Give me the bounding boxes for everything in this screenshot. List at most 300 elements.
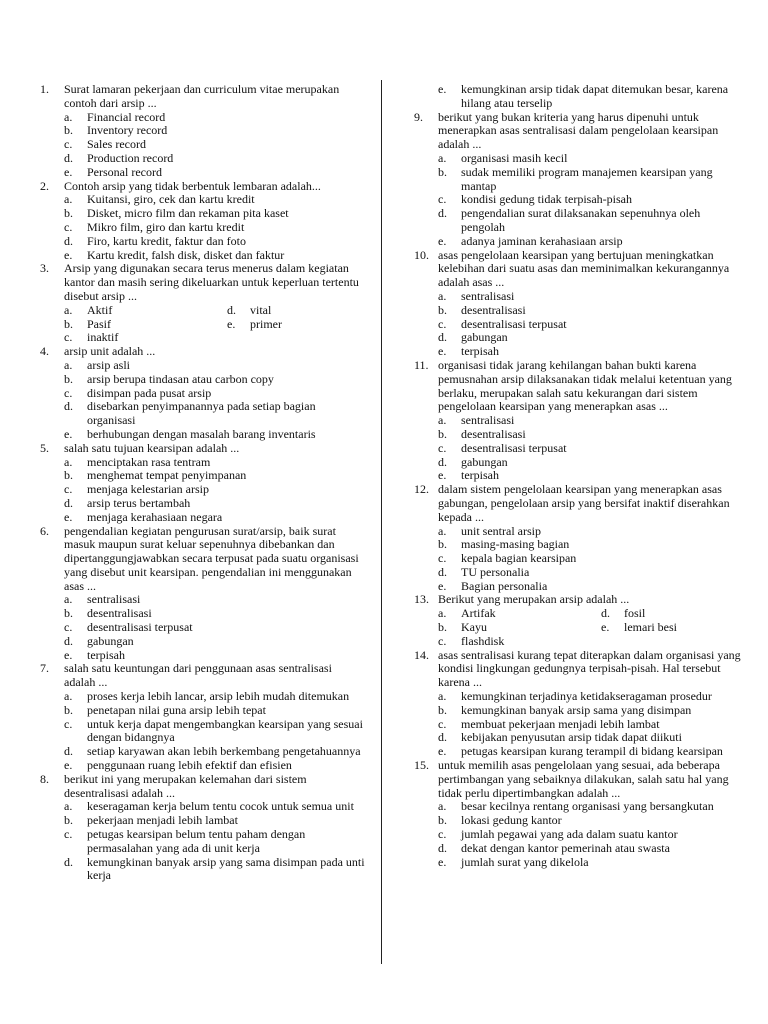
option-text: TU personalia [461, 564, 530, 579]
option [227, 304, 271, 318]
question-block [40, 662, 365, 772]
option [64, 331, 227, 345]
option-letter: d. [64, 150, 73, 165]
question-block [414, 249, 744, 359]
option-letter: c. [438, 633, 447, 648]
question-block [40, 442, 365, 525]
option [64, 814, 365, 828]
option [438, 731, 744, 745]
option-text: gabungan [87, 633, 134, 648]
option-list [414, 152, 744, 249]
option-letter: b. [64, 316, 73, 331]
option [64, 138, 365, 152]
option-text: gabungan [461, 454, 508, 469]
option-letter: a. [438, 413, 447, 428]
option [64, 607, 365, 621]
continued-option [414, 83, 744, 111]
option [64, 221, 365, 235]
option [64, 483, 365, 497]
question-number: 10. [414, 247, 429, 262]
option [438, 635, 601, 649]
option-row [64, 304, 365, 318]
option-list [414, 690, 744, 759]
option [438, 166, 744, 194]
option-text: masing-masing bagian [461, 537, 570, 552]
question-text: arsip unit adalah ... [64, 344, 156, 359]
question-text: dalam sistem pengelolaan kearsipan yang menerapkan asas gabungan, pengelolaan arsip yang bersifat inaktif diserahkan kepada ... [438, 482, 730, 524]
question-block [40, 345, 365, 442]
option-text: Aktif [87, 302, 113, 317]
question-text: pengendalian kegiatan pengurusan surat/arsip, baik surat masuk maupun surat keluar sepenuhnya dibebankan dan dipertanggungjawabkan secara terpusat pada suatu organisasi yang disebut unit kearsipan. pengendalian ini menggunakan asas ... [64, 523, 359, 593]
option-letter: e. [64, 647, 73, 662]
option-text: membuat pekerjaan menjadi lebih lambat [461, 716, 660, 731]
option [64, 745, 365, 759]
option-list [40, 193, 365, 262]
question-number: 3. [40, 261, 49, 276]
question-block [40, 525, 365, 663]
option [438, 318, 744, 332]
option [64, 511, 365, 525]
option [438, 704, 744, 718]
option-list [414, 800, 744, 869]
option-text: Mikro film, giro dan kartu kredit [87, 219, 245, 234]
question-text: berikut yang bukan kriteria yang harus dipenuhi untuk menerapkan asas sentralisasi dalam pengelolaan kearsipan adalah ... [438, 109, 719, 152]
question-block [414, 359, 744, 483]
option [64, 235, 365, 249]
option [438, 566, 744, 580]
option-text: disebarkan penyimpanannya pada setiap bagian organisasi [87, 399, 316, 428]
option-text: arsip terus bertambah [87, 495, 191, 510]
question-text: untuk memilih asas pengelolaan yang sesuai, ada beberapa pertimbangan yang sebaiknya dilakukan, salah satu hal yang tidak perlu dipertimbangkan adalah ... [438, 758, 729, 800]
option-letter: b. [64, 702, 73, 717]
option [64, 593, 365, 607]
option [64, 621, 365, 635]
option-letter: c. [64, 716, 73, 731]
question-number: 8. [40, 771, 49, 786]
option-letter: e. [64, 164, 73, 179]
option-text: terpisah [461, 468, 499, 483]
option-letter: a. [64, 109, 73, 124]
option-letter: d. [601, 606, 610, 621]
option-letter: b. [438, 164, 447, 179]
option [64, 718, 365, 746]
option [438, 621, 601, 635]
option-text: sentralisasi [461, 288, 515, 303]
option-list [40, 304, 365, 345]
question-block [40, 180, 365, 263]
option-letter: b. [438, 702, 447, 717]
option-letter: c. [438, 716, 447, 731]
option-letter: b. [64, 206, 73, 221]
option [64, 400, 365, 428]
option [438, 414, 744, 428]
option-letter: c. [438, 316, 447, 331]
option-text: setiap karyawan akan lebih berkembang pengetahuannya [87, 744, 361, 759]
option-text: desentralisasi terpusat [461, 316, 567, 331]
question-number: 13. [414, 592, 429, 607]
option-text: lokasi gedung kantor [461, 813, 562, 828]
option-text: disimpan pada pusat arsip [87, 385, 212, 400]
option-list [40, 593, 365, 662]
option-letter: a. [64, 302, 73, 317]
option [64, 800, 365, 814]
option-text: penggunaan ruang lebih efektif dan efisien [87, 758, 292, 773]
option-letter: b. [64, 123, 73, 138]
option-text: gabungan [461, 330, 508, 345]
option-text: unit sentral arsip [461, 523, 541, 538]
option-list [414, 290, 744, 359]
question [414, 359, 744, 414]
option-text: Kartu kredit, falsh disk, disket dan faktur [87, 247, 285, 262]
option-letter: c. [64, 137, 73, 152]
option [438, 800, 744, 814]
option-letter: d. [438, 206, 447, 221]
option-letter: a. [438, 523, 447, 538]
option-letter: b. [438, 426, 447, 441]
option [601, 607, 645, 621]
question-number: 2. [40, 178, 49, 193]
option-text: Artifak [461, 606, 496, 621]
option-letter: e. [438, 233, 447, 248]
option-letter: d. [438, 330, 447, 345]
option-text: Kayu [461, 620, 487, 635]
option-letter: c. [438, 827, 447, 842]
option [64, 456, 365, 470]
option-letter: a. [438, 150, 447, 165]
option-letter: c. [64, 219, 73, 234]
option-text: proses kerja lebih lancar, arsip lebih mudah ditemukan [87, 689, 350, 704]
option-letter: b. [438, 620, 447, 635]
option-text: jumlah pegawai yang ada dalam suatu kantor [461, 827, 678, 842]
question-text: salah satu tujuan kearsipan adalah ... [64, 440, 240, 455]
option-text: flashdisk [461, 633, 505, 648]
question [414, 593, 744, 607]
option-letter: d. [64, 744, 73, 759]
option [438, 538, 744, 552]
option-letter: a. [64, 592, 73, 607]
option-text: vital [250, 302, 272, 317]
option-text: Kuitansi, giro, cek dan kartu kredit [87, 192, 255, 207]
option-letter: e. [438, 744, 447, 759]
question-number: 12. [414, 482, 429, 497]
option-text: kepala bagian kearsipan [461, 551, 577, 566]
option-letter: e. [438, 82, 447, 96]
option-letter: a. [64, 689, 73, 704]
option [438, 152, 744, 166]
option [64, 469, 365, 483]
question-text: organisasi tidak jarang kehilangan bahan bukti karena pemusnahan arsip dilaksanakan tidak melalui ketentuan yang berlaku, merupakan salah satu kekurangan dari sistem pengelolaan kearsipan yang menerapkan asas ... [438, 357, 732, 414]
option-text: menjaga kerahasiaan negara [87, 509, 223, 524]
question-number: 4. [40, 344, 49, 359]
option-text: adanya jaminan kerahasiaan arsip [461, 233, 623, 248]
question-number: 15. [414, 758, 429, 773]
question-number: 5. [40, 440, 49, 455]
option [438, 607, 601, 621]
option-row [438, 607, 744, 621]
option-text: Bagian personalia [461, 578, 548, 593]
option-text: sentralisasi [461, 413, 515, 428]
option [438, 456, 744, 470]
option-list [40, 456, 365, 525]
option-letter: a. [64, 799, 73, 814]
option-letter: e. [64, 426, 73, 441]
option-letter: d. [64, 399, 73, 414]
option-text: pekerjaan menjadi lebih lambat [87, 813, 238, 828]
option-list [414, 607, 744, 648]
option-text: menciptakan rasa tentram [87, 454, 211, 469]
option-letter: d. [64, 233, 73, 248]
option-text: menjaga kelestarian arsip [87, 482, 209, 497]
option [64, 359, 365, 373]
option [64, 828, 365, 856]
option [438, 304, 744, 318]
question-block [414, 111, 744, 249]
question-text: salah satu keuntungan dari penggunaan asas sentralisasi adalah ... [64, 661, 332, 690]
question [40, 180, 365, 194]
option-letter: d. [438, 840, 447, 855]
option [438, 525, 744, 539]
option-letter: b. [64, 371, 73, 386]
option-list [40, 359, 365, 442]
option-text: lemari besi [624, 620, 677, 635]
option-letter: e. [438, 578, 447, 593]
option [64, 193, 365, 207]
option-letter: a. [438, 799, 447, 814]
option-row [64, 318, 365, 332]
option-text: penetapan nilai guna arsip lebih tepat [87, 702, 266, 717]
option-text: desentralisasi [87, 606, 152, 621]
option-letter: d. [227, 302, 236, 317]
option-text: kebijakan penyusutan arsip tidak dapat diikuti [461, 730, 682, 745]
option [438, 207, 744, 235]
option [64, 207, 365, 221]
option-text: kondisi gedung tidak terpisah-pisah [461, 192, 632, 207]
option [64, 152, 365, 166]
option-text: berhubungan dengan masalah barang inventaris [87, 426, 316, 441]
option-text: jumlah surat yang dikelola [461, 854, 589, 869]
question-block [40, 83, 365, 180]
question-number: 6. [40, 523, 49, 538]
option-text: Personal record [87, 164, 162, 179]
option [64, 249, 365, 263]
option-text: menghemat tempat penyimpanan [87, 468, 247, 483]
question [414, 483, 744, 524]
option-letter: e. [64, 247, 73, 262]
option [438, 290, 744, 304]
option-text: pengendalian surat dilaksanakan sepenuhnya oleh pengolah [461, 206, 701, 234]
option-letter: a. [438, 689, 447, 704]
question-number: 11. [414, 357, 429, 372]
option [438, 842, 744, 856]
question-block [414, 593, 744, 648]
option [438, 428, 744, 442]
option [438, 83, 744, 111]
option-text: desentralisasi [461, 302, 526, 317]
option-row [438, 621, 744, 635]
option [438, 690, 744, 704]
option-letter: d. [438, 454, 447, 469]
question-text: Contoh arsip yang tidak berbentuk lembaran adalah... [64, 178, 321, 193]
option-text: terpisah [461, 344, 499, 359]
option-letter: e. [64, 758, 73, 773]
question-text: Berikut yang merupakan arsip adalah ... [438, 592, 630, 607]
option [438, 552, 744, 566]
option-text: desentralisasi terpusat [461, 440, 567, 455]
question-block [40, 773, 365, 883]
option-letter: d. [438, 730, 447, 745]
option-letter: c. [64, 330, 73, 345]
question-text: asas pengelolaan kearsipan yang bertujuan meningkatkan kelebihan dari suatu asas dan meminimalkan kekurangannya adalah asas ... [438, 247, 730, 290]
option-text: besar kecilnya rentang organisasi yang bersangkutan [461, 799, 714, 814]
option-list [40, 111, 365, 180]
option [64, 373, 365, 387]
question-text: Arsip yang digunakan secara terus menerus dalam kegiatan kantor dan masih sering dikeluarkan untuk keperluan tertentu disebut arsip ... [64, 261, 359, 303]
option-text: sentralisasi [87, 592, 141, 607]
right-questions [414, 111, 744, 870]
option-text: terpisah [87, 647, 125, 662]
option-text: kemungkinan terjadinya ketidakseragaman prosedur [461, 689, 712, 704]
option-letter: c. [64, 482, 73, 497]
option-letter: e. [601, 620, 610, 635]
question-number: 14. [414, 647, 429, 662]
question [40, 345, 365, 359]
option-list [40, 800, 365, 883]
option [64, 304, 227, 318]
option-list [40, 690, 365, 773]
question [40, 525, 365, 594]
option-letter: b. [64, 813, 73, 828]
option [64, 497, 365, 511]
option-text: organisasi masih kecil [461, 150, 568, 165]
option-letter: b. [438, 537, 447, 552]
option-letter: e. [64, 509, 73, 524]
option-letter: e. [438, 854, 447, 869]
option-letter: c. [438, 192, 447, 207]
question [414, 759, 744, 800]
option-letter: e. [438, 468, 447, 483]
question-block [40, 262, 365, 345]
question [40, 662, 365, 690]
option-text: Production record [87, 150, 174, 165]
option-text: inaktif [87, 330, 119, 345]
option-text: Firo, kartu kredit, faktur dan foto [87, 233, 246, 248]
option-text: untuk kerja dapat mengembangkan kearsipan yang sesuai dengan bidangnya [87, 716, 363, 745]
option [438, 331, 744, 345]
option [64, 318, 227, 332]
option [438, 745, 744, 759]
question-text: Surat lamaran pekerjaan dan curriculum vitae merupakan contoh dari arsip ... [64, 82, 340, 110]
option-text: dekat dengan kantor pemerinah atau swasta [461, 840, 670, 855]
question [414, 111, 744, 152]
left-column [40, 83, 365, 883]
option-list [414, 414, 744, 483]
option [227, 318, 282, 332]
option [438, 828, 744, 842]
option-text: desentralisasi terpusat [87, 620, 193, 635]
option [438, 345, 744, 359]
option-letter: e. [227, 316, 236, 331]
option-letter: d. [64, 633, 73, 648]
question [414, 249, 744, 290]
option-list [414, 525, 744, 594]
option-text: Disket, micro film dan rekaman pita kaset [87, 206, 289, 221]
question-block [414, 759, 744, 869]
option [438, 442, 744, 456]
option-text: petugas kearsipan belum tentu paham dengan permasalahan yang ada di unit kerja [87, 827, 306, 855]
option-letter: a. [438, 606, 447, 621]
question-text: berikut ini yang merupakan kelemahan dari sistem desentralisasi adalah ... [64, 771, 307, 800]
option-letter: d. [64, 495, 73, 510]
question-number: 9. [414, 109, 423, 124]
option-letter: a. [64, 357, 73, 372]
option [438, 469, 744, 483]
question-number: 1. [40, 82, 49, 96]
column-divider [381, 80, 382, 964]
option-letter: c. [64, 385, 73, 400]
option-text: kemungkinan banyak arsip yang sama disimpan pada unti kerja [87, 854, 365, 883]
option-letter: d. [438, 564, 447, 579]
right-column [414, 83, 744, 869]
option-letter: c. [64, 827, 73, 842]
question-text: asas sentralisasi kurang tepat diterapkan dalam organisasi yang kondisi lingkungan gedungnya terpisah-pisah. Hal tersebut karena ... [438, 647, 741, 690]
question [40, 262, 365, 303]
option [64, 856, 365, 884]
option [64, 428, 365, 442]
option-text: desentralisasi [461, 426, 526, 441]
question-block [414, 483, 744, 593]
option-text: Inventory record [87, 123, 168, 138]
option-text: fosil [624, 606, 646, 621]
option-text: Financial record [87, 109, 166, 124]
option-row [64, 331, 365, 345]
option-letter: c. [438, 551, 447, 566]
option-text: primer [250, 316, 282, 331]
option [438, 580, 744, 594]
option-letter: b. [64, 468, 73, 483]
option [64, 387, 365, 401]
option-letter: b. [438, 302, 447, 317]
option-letter: e. [438, 344, 447, 359]
option [64, 690, 365, 704]
option-letter: b. [438, 813, 447, 828]
option [64, 649, 365, 663]
option-text: sudak memiliki program manajemen kearsipan yang mantap [461, 164, 713, 193]
option [438, 718, 744, 732]
question [40, 442, 365, 456]
option-letter: c. [438, 440, 447, 455]
option-text: arsip asli [87, 357, 130, 372]
question-number: 7. [40, 661, 49, 676]
option [64, 111, 365, 125]
option [64, 759, 365, 773]
option-text: Pasif [87, 316, 111, 331]
question [414, 649, 744, 690]
option [64, 635, 365, 649]
option-text: arsip berupa tindasan atau carbon copy [87, 371, 274, 386]
option-row [438, 635, 744, 649]
option-letter: a. [438, 288, 447, 303]
option-letter: a. [64, 192, 73, 207]
option-text: kemungkinan arsip tidak dapat ditemukan besar, karena hilang atau terselip [461, 82, 729, 110]
question [40, 83, 365, 111]
option [64, 704, 365, 718]
option [438, 856, 744, 870]
option-letter: b. [64, 606, 73, 621]
option [64, 124, 365, 138]
question-block [414, 649, 744, 759]
option-text: Sales record [87, 137, 146, 152]
question [40, 773, 365, 801]
